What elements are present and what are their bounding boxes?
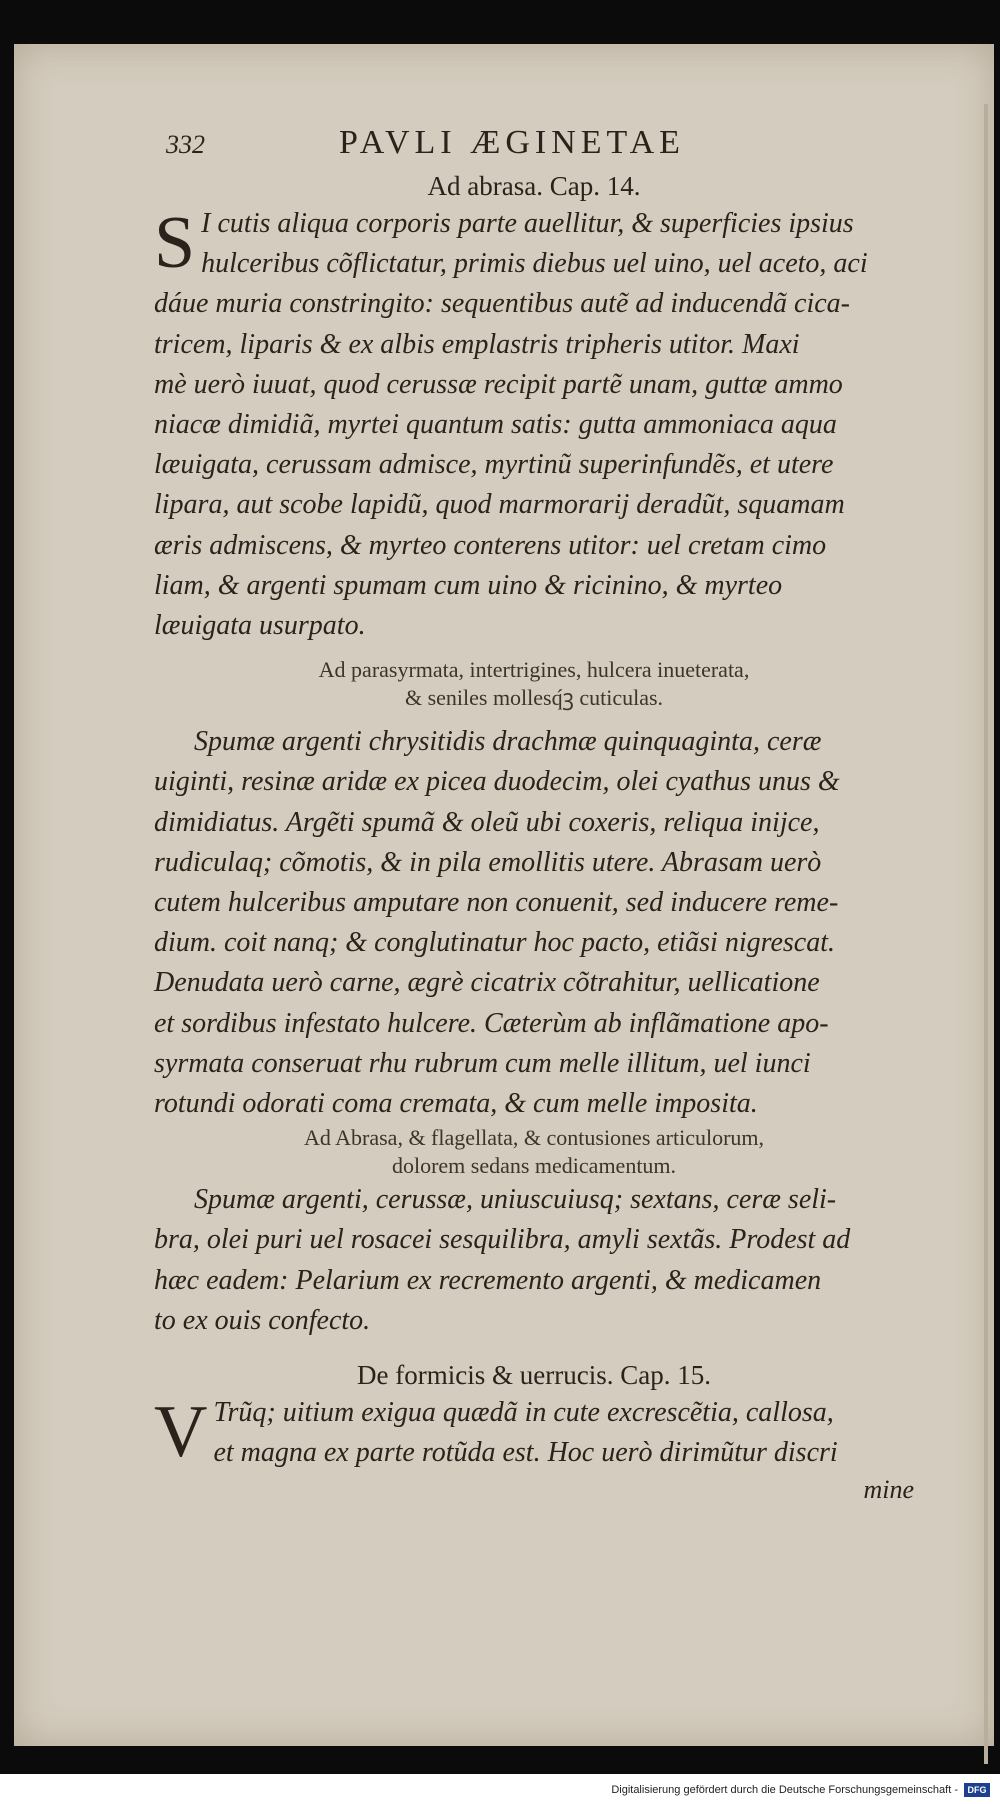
subheading-abrasa: Ad Abrasa, & flagellata, & contusiones articulorum,	[303, 1125, 765, 1151]
catchword: mine	[863, 1475, 914, 1505]
text-line: Spumæ argenti chrysitidis drachmæ quinquaginta, ceræ	[194, 726, 822, 758]
text-line: æris admiscens, & myrteo conterens utitor: uel cretam cimo	[154, 529, 827, 561]
book-page	[14, 44, 994, 1746]
text-block	[154, 124, 914, 1505]
subheading-abrasa-cont: dolorem sedans medicamentum.	[391, 1153, 677, 1179]
chapter-14-text	[154, 204, 914, 646]
text-line: dáue muria constringito: sequentibus autẽ ad inducendã cica-	[154, 288, 850, 320]
chapter-heading-14: Ad abrasa. Cap. 14.	[427, 171, 641, 201]
text-line: cutem hulceribus amputare non conuenit, sed inducere reme-	[154, 887, 839, 919]
drop-cap-s: S	[154, 202, 196, 284]
book-title: PAVLI ÆGINETAE	[339, 124, 685, 161]
text-line: dium. coit nanq; & conglutinatur hoc pacto, etiãsi nigrescat.	[154, 927, 835, 959]
page-number: 332	[166, 130, 205, 159]
text-line: læuigata, cerussam admisce, myrtinũ superinfundẽs, et utere	[154, 449, 834, 481]
text-line: lipara, aut scobe lapidũ, quod marmorarij deradũt, squamam	[154, 489, 845, 521]
drop-cap-v: V	[154, 1391, 208, 1474]
text-line: liam, & argenti spumam cum uino & ricinino, & myrteo	[154, 569, 783, 601]
chapter-15-text	[154, 1393, 914, 1473]
text-line: Denudata uerò carne, ægrè cicatrix cõtrahitur, uellicatione	[154, 967, 820, 999]
running-head	[154, 124, 914, 168]
text-line: hæc eadem: Pelarium ex recremento argenti, & medicamen	[154, 1264, 822, 1296]
subheading-parasyrmata: Ad parasyrmata, intertrigines, hulcera inueterata,	[318, 657, 750, 683]
text-line: tricem, liparis & ex albis emplastris tripheris utitor. Maxi	[154, 328, 800, 360]
text-line: bra, olei puri uel rosacei sesquilibra, amyli sextãs. Prodest ad	[154, 1224, 851, 1256]
page-edge	[984, 104, 988, 1764]
text-line: læuigata usurpato.	[154, 610, 366, 642]
text-line: syrmata conseruat rhu rubrum cum melle illitum, uel iunci	[154, 1047, 811, 1079]
text-line: Trũq; uitium exigua quædã in cute excrescẽtia, callosa,	[213, 1397, 834, 1429]
text-line: Spumæ argenti, cerussæ, uniuscuiusq; sextans, ceræ seli-	[194, 1184, 837, 1216]
text-line: et sordibus infestato hulcere. Cæterùm ab inflãmatione apo-	[154, 1007, 829, 1039]
abrasa-text	[154, 1180, 914, 1341]
text-line: I cutis aliqua corporis parte auellitur, & superficies ipsius	[201, 208, 854, 239]
text-line: to ex ouis confecto.	[154, 1304, 371, 1336]
digitization-footer	[0, 1774, 1000, 1804]
text-line: hulceribus cõflictatur, primis diebus uel uino, uel aceto, aci	[201, 248, 868, 280]
dfg-logo-icon: DFG	[964, 1783, 990, 1797]
parasyrmata-text	[154, 722, 914, 1124]
text-line: rotundi odorati coma cremata, & cum melle imposita.	[154, 1088, 758, 1120]
text-line: uiginti, resinæ aridæ ex picea duodecim, olei cyathus unus &	[154, 766, 840, 798]
subheading-parasyrmata-cont: & seniles mollesq́ꝫ cuticulas.	[404, 685, 664, 711]
text-line: dimidiatus. Argẽti spumã & oleũ ubi coxeris, reliqua inijce,	[154, 806, 820, 838]
text-line: et magna ex parte rotũda est. Hoc uerò dirimũtur discri	[213, 1437, 838, 1469]
text-line: rudiculaq; cõmotis, & in pila emollitis utere. Abrasam uerò	[154, 846, 822, 878]
text-line: mè uerò iuuat, quod cerussæ recipit partẽ unam, guttæ ammo	[154, 368, 843, 400]
text-line: niacæ dimidiã, myrtei quantum satis: gutta ammoniaca aqua	[154, 409, 837, 441]
dfg-credit-text: Digitalisierung gefördert durch die Deutsche Forschungsgemeinschaft -	[611, 1784, 958, 1796]
chapter-heading-15: De formicis & uerrucis. Cap. 15.	[357, 1360, 711, 1391]
